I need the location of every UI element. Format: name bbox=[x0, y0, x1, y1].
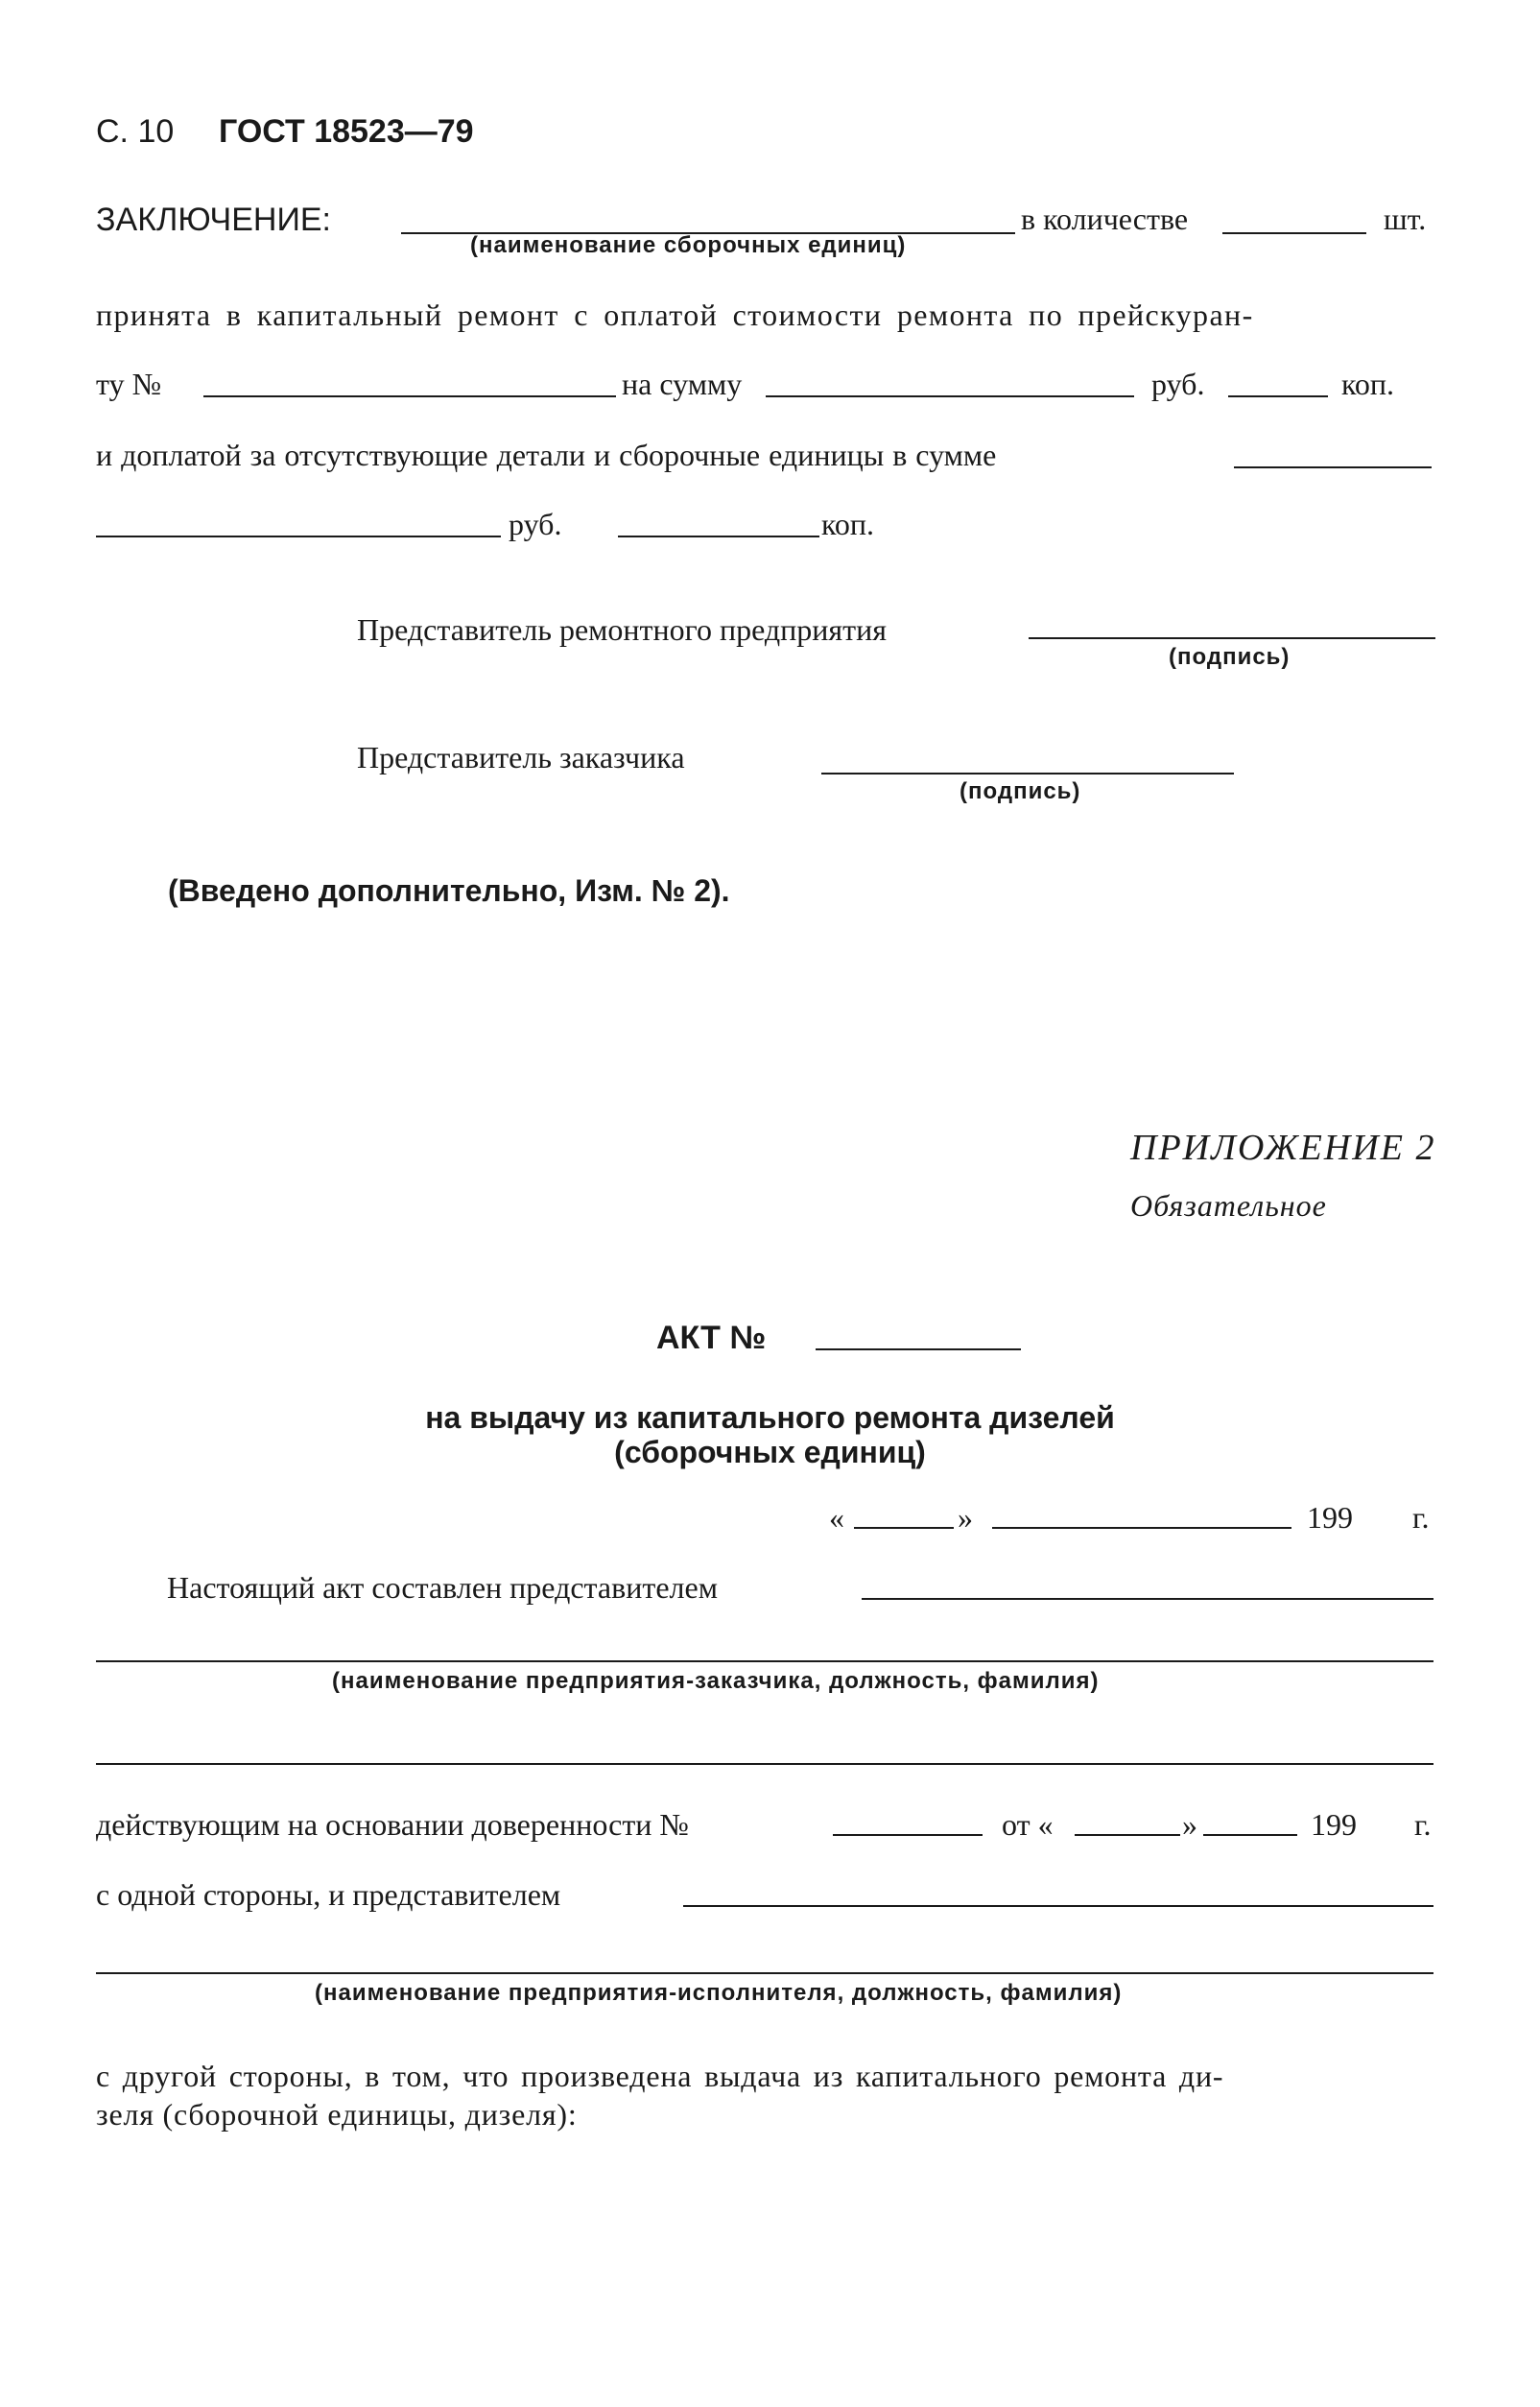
executor-caption: (наименование предприятия-исполнителя, должность, фамилия) bbox=[315, 1980, 1123, 2006]
warrant-day-field[interactable] bbox=[1075, 1834, 1180, 1836]
rep-repair-signature-field[interactable] bbox=[1029, 637, 1435, 639]
extra-kop-field[interactable] bbox=[618, 536, 819, 537]
appendix-status: Обязательное bbox=[1130, 1188, 1327, 1223]
warrant-year-suffix: г. bbox=[1414, 1807, 1432, 1842]
act-number-field[interactable] bbox=[816, 1348, 1021, 1350]
qty-label: в количестве bbox=[1021, 202, 1189, 236]
rep-customer-signature-field[interactable] bbox=[821, 773, 1234, 775]
customer-caption: (наименование предприятия-заказчика, должность, фамилия) bbox=[332, 1668, 1100, 1694]
extra-rub-field[interactable] bbox=[96, 536, 501, 537]
qty-field[interactable] bbox=[1222, 232, 1366, 234]
warrant-number-field[interactable] bbox=[833, 1834, 983, 1836]
appendix-title: ПРИЛОЖЕНИЕ 2 bbox=[1130, 1128, 1436, 1168]
act-title: АКТ № bbox=[656, 1320, 767, 1356]
date-day-field[interactable] bbox=[854, 1527, 954, 1529]
conclusion-line-2: принята в капитальный ремонт с оплатой стоимости ремонта по прейскуран- bbox=[96, 298, 1254, 332]
signature-caption-1: (подпись) bbox=[1169, 644, 1291, 670]
extra-sum-field[interactable] bbox=[1234, 466, 1432, 468]
pricelist-field[interactable] bbox=[203, 395, 616, 397]
warrant-quote-close: » bbox=[1182, 1807, 1197, 1842]
act-line-3: с одной стороны, и представителем bbox=[96, 1877, 561, 1912]
executor-rep-field[interactable] bbox=[683, 1905, 1433, 1907]
warrant-from: от « bbox=[1002, 1807, 1054, 1842]
kop-field[interactable] bbox=[1228, 395, 1328, 397]
sum-field[interactable] bbox=[766, 395, 1134, 397]
date-year-suffix: г. bbox=[1412, 1500, 1430, 1535]
signature-caption-2: (подпись) bbox=[960, 778, 1081, 804]
pcs-label: шт. bbox=[1384, 202, 1427, 236]
date-quote-close: » bbox=[958, 1500, 973, 1535]
act-subtitle-2: (сборочных единиц) bbox=[614, 1435, 926, 1469]
standard-number: ГОСТ 18523—79 bbox=[219, 113, 474, 150]
customer-rep-field-3[interactable] bbox=[96, 1763, 1433, 1765]
date-month-field[interactable] bbox=[992, 1527, 1291, 1529]
date-quote-open: « bbox=[829, 1500, 844, 1535]
rep-customer-label: Представитель заказчика bbox=[357, 740, 685, 775]
act-line-1: Настоящий акт составлен представителем bbox=[167, 1570, 718, 1605]
date-year: 199 bbox=[1307, 1500, 1353, 1535]
act-subtitle-1: на выдачу из капитального ремонта дизелей bbox=[425, 1400, 1115, 1435]
customer-rep-field-2[interactable] bbox=[96, 1660, 1433, 1662]
warrant-month-field[interactable] bbox=[1203, 1834, 1297, 1836]
act-line-4: с другой стороны, в том, что произведена выдача из капитального ремонта ди- bbox=[96, 2059, 1224, 2093]
act-line-5: зеля (сборочной единицы, дизеля): bbox=[96, 2097, 578, 2132]
kop-label: коп. bbox=[1341, 367, 1395, 401]
rub-label-2: руб. bbox=[509, 507, 562, 541]
conclusion-title: ЗАКЛЮЧЕНИЕ: bbox=[96, 202, 332, 238]
sum-label: на сумму bbox=[622, 367, 743, 401]
units-caption: (наименование сборочных единиц) bbox=[470, 232, 907, 258]
kop-label-2: коп. bbox=[821, 507, 875, 541]
conclusion-line-4: и доплатой за отсутствующие детали и сборочные единицы в сумме bbox=[96, 438, 997, 472]
customer-rep-field[interactable] bbox=[862, 1598, 1433, 1600]
executor-rep-field-2[interactable] bbox=[96, 1972, 1433, 1974]
pricelist-label: ту № bbox=[96, 367, 162, 401]
rub-label: руб. bbox=[1151, 367, 1205, 401]
act-line-2: действующим на основании доверенности № bbox=[96, 1807, 689, 1842]
rep-repair-label: Представитель ремонтного предприятия bbox=[357, 612, 887, 647]
amendment-note: (Введено дополнительно, Изм. № 2). bbox=[168, 873, 730, 908]
page-number: С. 10 bbox=[96, 113, 175, 150]
warrant-year: 199 bbox=[1311, 1807, 1357, 1842]
